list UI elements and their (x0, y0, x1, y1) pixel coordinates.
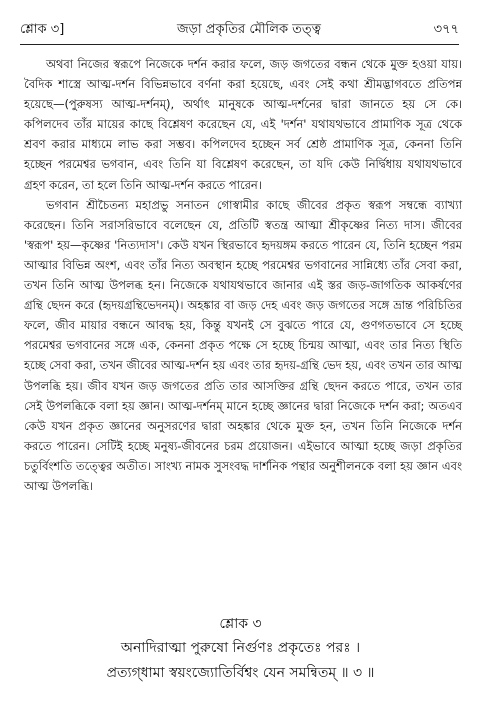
header-divider (20, 44, 459, 45)
header-page-number: ৩৭৭ (433, 22, 459, 37)
page-header (20, 20, 459, 42)
body-text (24, 54, 462, 496)
verse-line-1: অনাদিরাত্মা পুরুষো নির্গুণঃ প্রকৃতেঃ পরঃ । (120, 640, 361, 656)
paragraph-2: ভগবান শ্রীচৈতন্য মহাপ্রভু সনাতন গোস্বামীর কাছে জীবের প্রকৃত স্বরূপ সম্বন্ধে ব্যাখ্যা করেছেন। তিনি সরাসরিভাবে বলেছেন যে, প্রতিটি স্বতন্ত্র আত্মা শ্রীকৃষ্ণের নিত্য দাস। জীবের 'স্বরূপ' হয়—কৃষ্ণের 'নিত্যদাস'। কেউ যখন স্থিরভাবে হৃদয়ঙ্গম করতে পারেন যে, তিনি হচ্ছেন পরম আত্মার বিভিন্ন অংশ, এবং তাঁর নিত্য অবস্থান হচ্ছে পরমেশ্বর ভগবানের সান্নিধ্যে তাঁর সেবা করা, তখন তিনি আত্ম উপলব্ধ হন। নিজেকে যথাযথভাবে জানার এই স্তর জড়-জাগতিক আকর্ষণের গ্রন্থি ছেদন করে (হৃদয়গ্রন্থিভেদনম্)। অহঙ্কার বা জড় দেহ এবং জড় জগতের সঙ্গে ভ্রান্ত পরিচিতির ফলে, জীব মায়ার বন্ধনে আবদ্ধ হয়, কিন্তু যখনই সে বুঝতে পারে যে, গুণগতভাবে সে হচ্ছে পরমেশ্বর ভগবানের সঙ্গে এক, কেননা প্রকৃত পক্ষে সে হচ্ছে চিন্ময় আত্মা, এবং তার নিত্য স্থিতি হচ্ছে সেবা করা, তখন জীবের আত্ম-দর্শন হয় এবং তার হৃদয়-গ্রন্থি ভেদ হয়, এবং তখন তার আত্ম উপলব্ধি হয়। জীব যখন জড় জগতের প্রতি তার আসক্তির গ্রন্থি ছেদন করতে পারে, তখন তার সেই উপলব্ধিকে বলা হয় জ্ঞান। আত্ম-দর্শনম্ মানে হচ্ছে জ্ঞানের দ্বারা নিজেকে দর্শন করা; অতএব কেউ যখন প্রকৃত জ্ঞানের অনুসরণের দ্বারা অহঙ্কার থেকে মুক্ত হন, তখন তিনি নিজেকে দর্শন করতে পারেন। সেটিই হচ্ছে মনুষ্য-জীবনের চরম প্রয়োজন। এইভাবে আত্মা হচ্ছে জড়া প্রকৃতির চতুর্বিংশতি তত্ত্বের অতীত। সাংখ্য নামক সুসংবদ্ধ দার্শনিক পন্থার অনুশীলনকে বলা হয় জ্ঞান এবং আত্ম উপলব্ধি। (24, 197, 462, 493)
header-chapter-title: জড়া প্রকৃতির মৌলিক তত্ত্ব (176, 22, 321, 37)
verse-label: শ্লোক ৩ (219, 616, 262, 632)
verse-line-2: প্রত্যগ্‌ধামা স্বয়ংজ্যোতির্বিশ্বং যেন সমন্বিতম্ ॥ ৩ ॥ (106, 665, 375, 681)
header-verse-ref: শ্লোক ৩] (20, 22, 65, 37)
paragraph-1: অথবা নিজের স্বরূপে নিজেকে দর্শন করার ফলে, জড় জগতের বন্ধন থেকে মুক্ত হওয়া যায়। বৈদিক শাস্ত্রে আত্ম-দর্শন বিভিন্নভাবে বর্ণনা করা হয়েছে, এবং সেই কথা শ্রীমদ্ভাগবতে প্রতিপন্ন হয়েছে—(পুরুষস্য আত্ম-দর্শনম্), অর্থাৎ মানুষকে আত্ম-দর্শনের দ্বারা জানতে হয় সে কে। কপিলদেব তাঁর মায়ের কাছে বিশ্লেষণ করেছেন যে, এই 'দর্শন' যথাযথভাবে প্রামাণিক সূত্র থেকে শ্রবণ করার মাধ্যমে লাভ করা সম্ভব। কপিলদেব হচ্ছেন সর্ব শ্রেষ্ঠ প্রামাণিক সূত্র, কেননা তিনি হচ্ছেন পরমেশ্বর ভগবান, এবং তিনি যা বিশ্লেষণ করেছেন, তা যদি কেউ নির্দ্বিধায় যথাযথভাবে গ্রহণ করেন, তা হলে তিনি আত্ম-দর্শন করতে পারেন। (24, 57, 462, 192)
